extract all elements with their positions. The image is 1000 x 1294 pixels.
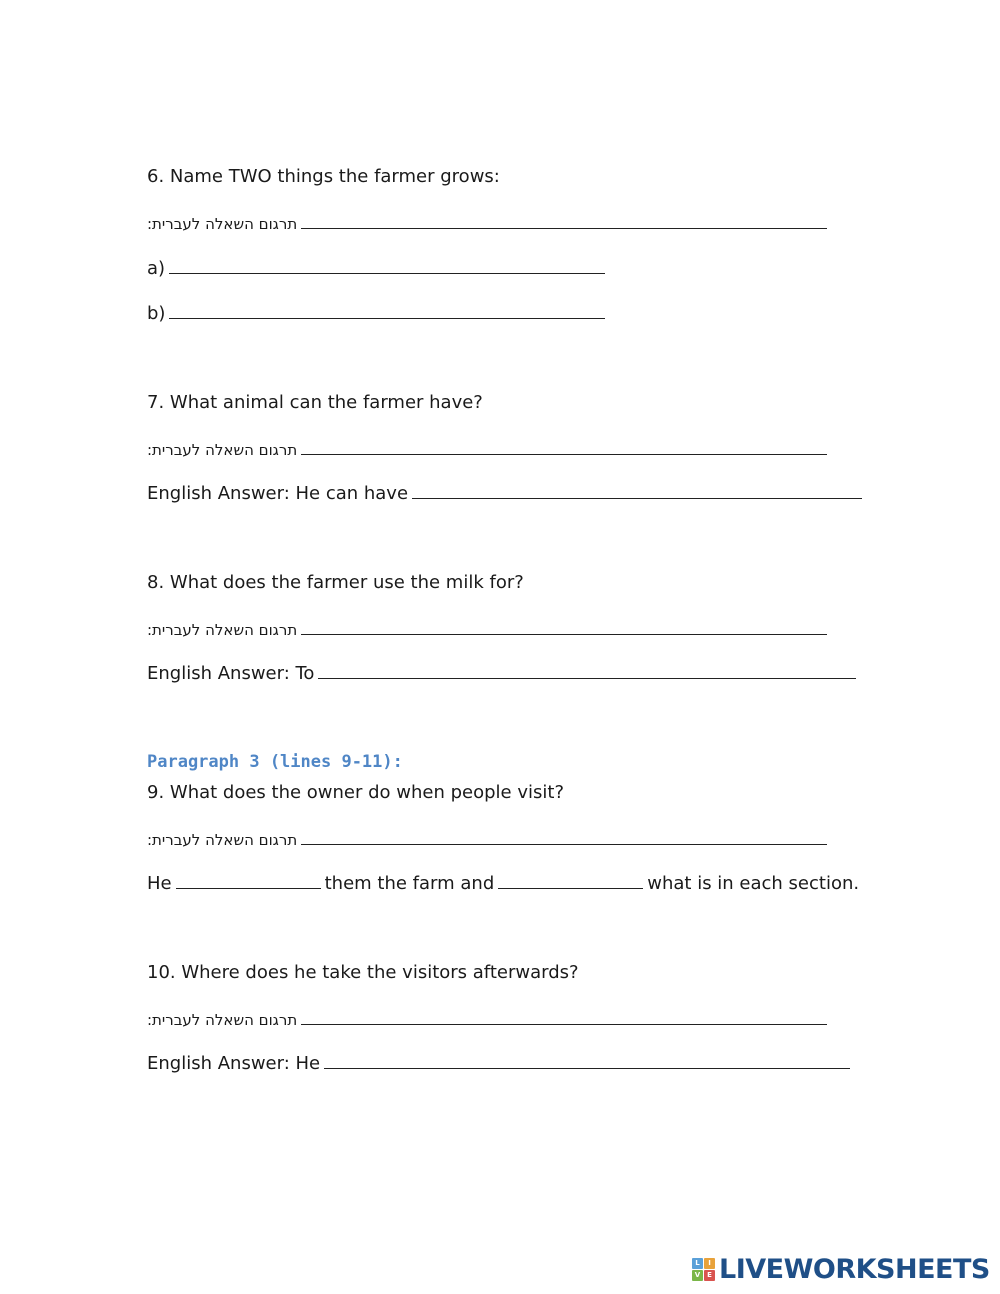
q8-answer-prefix: English Answer: To: [147, 663, 315, 684]
q6-answer-b-row: [147, 302, 609, 325]
q10-translation-row: [147, 1008, 831, 1031]
q10-answer-row: [147, 1052, 854, 1075]
logo-text: LIVEWORKSHEETS: [719, 1253, 990, 1285]
hebrew-translation-label: תרגום השאלה לעברית:: [147, 1011, 298, 1029]
question-7: 7. What animal can the farmer have?: [147, 392, 483, 413]
q7-answer-prefix: English Answer: He can have: [147, 483, 409, 504]
hebrew-translation-label: תרגום השאלה לעברית:: [147, 215, 298, 233]
hebrew-translation-label: תרגום השאלה לעברית:: [147, 621, 298, 639]
q9-part2: them the farm and: [324, 873, 495, 894]
q6-translation-row: [147, 212, 831, 235]
q8-answer-blank[interactable]: [318, 662, 856, 679]
q9-part3: what is in each section.: [647, 873, 860, 894]
q10-answer-prefix: English Answer: He: [147, 1053, 321, 1074]
question-6: 6. Name TWO things the farmer grows:: [147, 166, 500, 187]
q7-answer-row: [147, 482, 866, 505]
question-9: 9. What does the owner do when people visit?: [147, 782, 564, 803]
q9-translation-row: [147, 828, 831, 851]
q7-answer-blank[interactable]: [412, 482, 862, 499]
question-10: 10. Where does he take the visitors afterwards?: [147, 962, 579, 983]
paragraph-3-heading: Paragraph 3 (lines 9-11):: [147, 752, 403, 772]
question-8: 8. What does the farmer use the milk for?: [147, 572, 524, 593]
hebrew-translation-label: תרגום השאלה לעברית:: [147, 441, 298, 459]
q6-answer-a-label: a): [147, 258, 166, 279]
q9-blank-2[interactable]: [498, 872, 643, 889]
q6-answer-a-row: [147, 257, 609, 280]
q6-answer-b-label: b): [147, 303, 166, 324]
q6-answer-b-blank[interactable]: [169, 302, 605, 319]
logo-mark-icon: L I V E: [692, 1258, 715, 1281]
q7-translation-blank[interactable]: [301, 438, 827, 455]
liveworksheets-logo: [692, 1253, 990, 1285]
q10-answer-blank[interactable]: [324, 1052, 850, 1069]
q7-translation-row: [147, 438, 831, 461]
q9-answer-row: [147, 872, 859, 895]
q6-answer-a-blank[interactable]: [169, 257, 605, 274]
q9-translation-blank[interactable]: [301, 828, 827, 845]
q8-translation-blank[interactable]: [301, 618, 827, 635]
q9-part1: He: [147, 873, 172, 894]
q6-translation-blank[interactable]: [301, 212, 827, 229]
q8-translation-row: [147, 618, 831, 641]
q10-translation-blank[interactable]: [301, 1008, 827, 1025]
hebrew-translation-label: תרגום השאלה לעברית:: [147, 831, 298, 849]
q8-answer-row: [147, 662, 860, 685]
q9-blank-1[interactable]: [176, 872, 321, 889]
